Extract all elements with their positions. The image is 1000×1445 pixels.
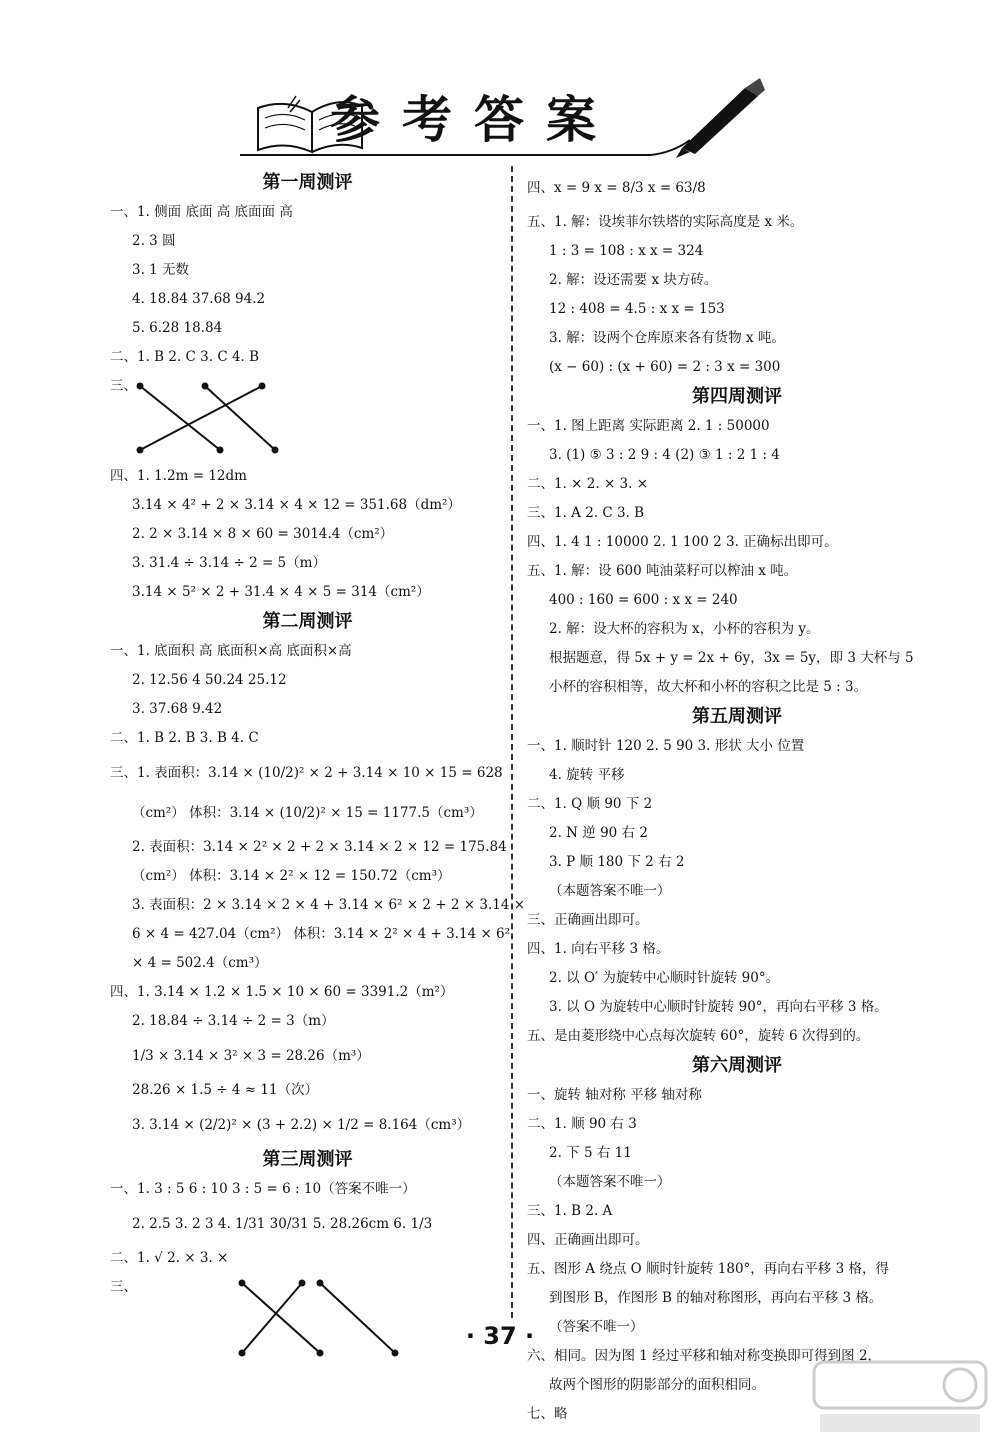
answer-line: 3.14 × 4² + 2 × 3.14 × 4 × 12 = 351.68（dm²） (132, 497, 461, 513)
answer-line: 3. 表面积：2 × 3.14 × 2 × 4 + 3.14 × 6² × 2 + 2 × 3.14 × (132, 897, 526, 913)
answer-line: （本题答案不唯一） (549, 883, 671, 899)
answer-line: 五、是由菱形绕中心点每次旋转 60°，旋转 6 次得到的。 (527, 1028, 870, 1044)
answer-line: 3. P 顺 180 下 2 右 2 (549, 854, 685, 870)
answer-line: 2. 表面积：3.14 × 2² × 2 + 2 × 3.14 × 2 × 12 = 175.84 (132, 839, 507, 855)
answer-line: 三、1. 表面积：3.14 × (10/2)² × 2 + 3.14 × 10 × 15 = 628 (110, 765, 503, 781)
answer-line: 1/3 × 3.14 × 3² × 3 = 28.26（m³） (132, 1048, 370, 1064)
answer-line: 一、旋转 轴对称 平移 轴对称 (527, 1087, 702, 1103)
answer-line: 4. 旋转 平移 (549, 767, 625, 783)
page-title: 参考答案 (330, 91, 618, 149)
answer-line: 12 : 408 = 4.5 : x x = 153 (549, 301, 725, 317)
answer-line: 6 × 4 = 427.04（cm²） 体积：3.14 × 2² × 4 + 3.14 × 6² (132, 926, 511, 942)
answer-line: 3. 解：设两个仓库原来各有货物 x 吨。 (549, 330, 785, 346)
answer-line: 三、1. B 2. A (527, 1203, 613, 1219)
answer-line: 3.14 × 5² × 2 + 31.4 × 4 × 5 = 314（cm²） (132, 584, 430, 600)
answer-line: 小杯的容积相等，故大杯和小杯的容积之比是 5 : 3。 (549, 679, 868, 695)
answer-line: 3. 3.14 × (2/2)² × (3 + 2.2) × 1/2 = 8.164（cm³） (132, 1117, 471, 1133)
answer-line: 3. 37.68 9.42 (132, 701, 223, 717)
answer-line: 四、x = 9 x = 8/3 x = 63/8 (527, 180, 706, 196)
watermark-logo (810, 1358, 990, 1438)
answer-line: 三、正确画出即可。 (527, 912, 649, 928)
answer-line: 四、1. 4 1 : 10000 2. 1 100 2 3. 正确标出即可。 (527, 534, 838, 550)
answer-line: 四、1. 向右平移 3 格。 (527, 941, 670, 957)
answer-line: 一、1. 底面积 高 底面积×高 底面积×高 (110, 643, 352, 659)
answer-line: 二、1. Q 顺 90 下 2 (527, 796, 653, 812)
answer-line: 2. 18.84 ÷ 3.14 ÷ 2 = 3（m） (132, 1013, 335, 1029)
answer-line: （cm²） 体积：3.14 × (10/2)² × 15 = 1177.5（cm³） (132, 805, 483, 821)
week4-title: 第四周测评 (692, 386, 782, 407)
left-column (110, 168, 526, 1363)
answer-line: 一、1. 3 : 5 6 : 10 3 : 5 = 6 : 10（答案不唯一） (110, 1181, 416, 1197)
answer-line: 3. 31.4 ÷ 3.14 ÷ 2 = 5（m） (132, 555, 326, 571)
week6-title: 第六周测评 (692, 1055, 782, 1076)
week1-title: 第一周测评 (262, 172, 353, 193)
answer-line: 到图形 B，作图形 B 的轴对称图形，再向右平移 3 格。 (549, 1290, 883, 1306)
answer-line: 四、正确画出即可。 (527, 1232, 649, 1248)
answer-line: 二、1. B 2. B 3. B 4. C (110, 730, 259, 746)
answer-line: 四、1. 1.2m = 12dm (110, 468, 247, 484)
answer-line: 3. (1) ⑤ 3 : 2 9 : 4 (2) ③ 1 : 2 1 : 4 (549, 447, 780, 463)
answer-line: 2. 12.56 4 50.24 25.12 (132, 672, 287, 688)
answer-line: 四、1. 3.14 × 1.2 × 1.5 × 10 × 60 = 3391.2（m²） (110, 984, 454, 1000)
answer-line: 400 : 160 = 600 : x x = 240 (549, 592, 738, 608)
answer-line: 二、1. √ 2. × 3. × (110, 1250, 229, 1266)
answer-label: 三、 (110, 1279, 137, 1295)
page-header (0, 0, 1000, 170)
answer-line: 2. 解：设还需要 x 块方砖。 (549, 272, 718, 288)
answer-line: 2. 以 O′ 为旋转中心顺时针旋转 90°。 (549, 970, 780, 986)
answer-line: 2. 3 圆 (132, 233, 176, 249)
column-divider (511, 166, 513, 1318)
answer-line: （cm²） 体积：3.14 × 2² × 12 = 150.72（cm³） (132, 868, 451, 884)
answer-line: 一、1. 侧面 底面 高 底面面 高 (110, 204, 293, 220)
answer-line: 五、1. 解：设埃菲尔铁塔的实际高度是 x 米。 (527, 214, 804, 230)
week3-title: 第三周测评 (262, 1149, 353, 1170)
answer-line: 六、相同。因为图 1 经过平移和轴对称变换即可得到图 2， (527, 1348, 882, 1364)
answer-line: 2. 解：设大杯的容积为 x，小杯的容积为 y。 (549, 621, 820, 637)
answer-line: 一、1. 图上距离 实际距离 2. 1 : 50000 (527, 418, 770, 434)
answer-line: 3. 1 无数 (132, 262, 190, 278)
answer-line: 故两个图形的阴影部分的面积相同。 (549, 1377, 765, 1393)
answer-line: 2. 下 5 右 11 (549, 1145, 632, 1161)
answer-line: 二、1. 顺 90 右 3 (527, 1116, 637, 1132)
week2-title: 第二周测评 (262, 611, 353, 632)
answer-line: 2. N 逆 90 右 2 (549, 825, 648, 841)
answer-line: 五、图形 A 绕点 O 顺时针旋转 180°，再向右平移 3 格，得 (527, 1261, 889, 1277)
page-number: · 37 · (465, 1322, 535, 1350)
answer-line: 二、1. × 2. × 3. × (527, 476, 649, 492)
answer-line: 4. 18.84 37.68 94.2 (132, 291, 266, 307)
answer-line: 一、1. 顺时针 120 2. 5 90 3. 形状 大小 位置 (527, 738, 805, 754)
answer-line: 1 : 3 = 108 : x x = 324 (549, 243, 704, 259)
answer-line: 28.26 × 1.5 ÷ 4 ≈ 11（次） (132, 1082, 319, 1098)
answer-line: (x − 60) : (x + 60) = 2 : 3 x = 300 (549, 359, 781, 375)
answer-line: 2. 2 × 3.14 × 8 × 60 = 3014.4（cm²） (132, 526, 394, 542)
answer-label: 三、 (110, 378, 137, 394)
answer-line: 3. 以 O 为旋转中心顺时针旋转 90°，再向右平移 3 格。 (549, 999, 888, 1015)
matching-diagram-1 (110, 372, 505, 462)
answer-line: 5. 6.28 18.84 (132, 320, 223, 336)
answer-line: 七、略 (527, 1406, 568, 1422)
answer-line: 根据题意，得 5x + y = 2x + 6y，3x = 5y，即 3 大杯与 5 (549, 650, 914, 666)
right-column (527, 168, 947, 1429)
answer-line: 三、1. A 2. C 3. B (527, 505, 645, 521)
answer-line: （本题答案不唯一） (549, 1174, 671, 1190)
answer-line: × 4 = 502.4（cm³） (132, 955, 268, 971)
answer-line: 2. 2.5 3. 2 3 4. 1/31 30/31 5. 28.26cm 6. 1/3 (132, 1216, 433, 1232)
week5-title: 第五周测评 (692, 706, 782, 727)
answer-line: 二、1. B 2. C 3. C 4. B (110, 349, 260, 365)
answer-line: 五、1. 解：设 600 吨油菜籽可以榨油 x 吨。 (527, 563, 798, 579)
answer-line: （答案不唯一） (549, 1319, 644, 1335)
